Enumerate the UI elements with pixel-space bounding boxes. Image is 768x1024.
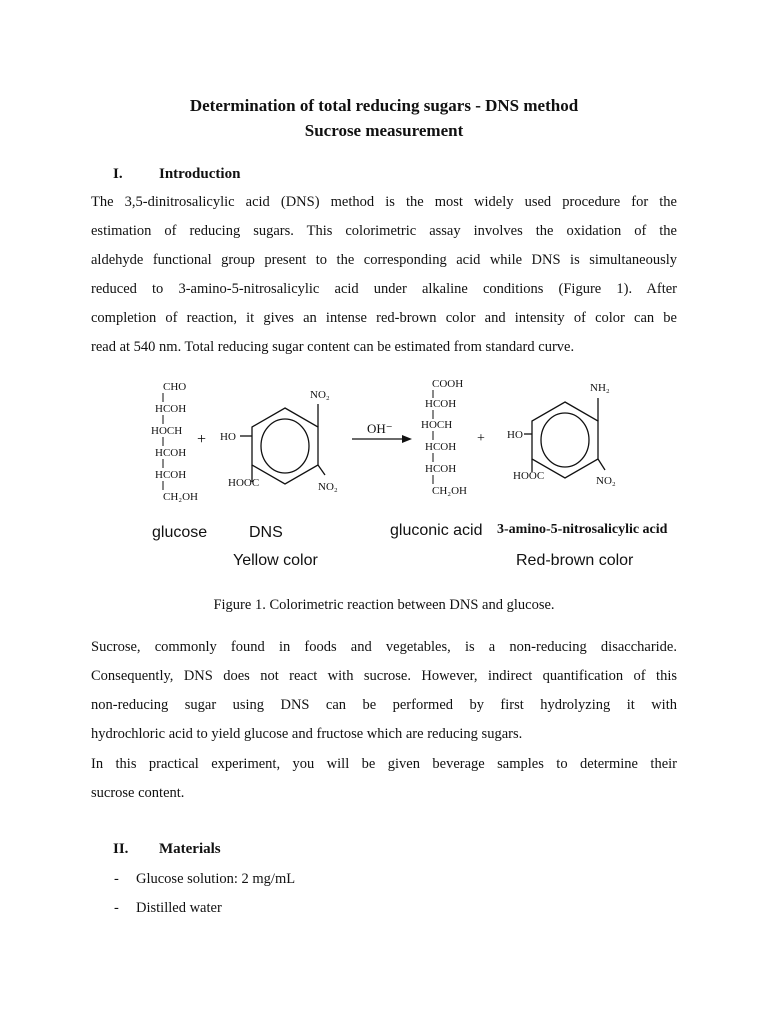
- reaction-arrow: [352, 421, 412, 443]
- text-line: sucrose content.: [91, 785, 185, 801]
- glucose-c1: CHO: [163, 381, 187, 393]
- product-ho: HO: [507, 429, 523, 441]
- glucose-c5: HCOH: [155, 469, 187, 481]
- product-nh2: NH₂: [590, 382, 610, 394]
- glucose-c4: HCOH: [155, 447, 187, 459]
- gluconic-c2: HCOH: [425, 398, 457, 410]
- gluconic-c1: COOH: [432, 378, 464, 390]
- section-title: Introduction: [159, 166, 241, 182]
- practical-paragraph: [91, 750, 677, 808]
- text-line: estimation of reducing sugars. This colorimetric assay involves the oxidation of the: [91, 223, 677, 239]
- text-line: aldehyde functional group present to the corresponding acid while DNS is simultaneously: [91, 252, 677, 268]
- glucose-structure: [151, 381, 198, 503]
- label-glucose: glucose: [152, 524, 208, 541]
- text-line: completion of reaction, it gives an intense red-brown color and intensity of color can be: [91, 310, 677, 326]
- gluconic-c5: HCOH: [425, 463, 457, 475]
- label-yellow-color: Yellow color: [233, 552, 318, 569]
- list-item-text: Distilled water: [136, 900, 222, 916]
- plus-sign-2: +: [477, 431, 485, 446]
- list-dash: -: [114, 871, 119, 887]
- section-number: I.: [113, 166, 123, 182]
- document-title: Determination of total reducing sugars - DNS method: [189, 96, 579, 115]
- plus-sign: +: [197, 431, 207, 448]
- gluconic-c6: CH₂OH: [432, 485, 468, 497]
- dns-ho: HO: [220, 431, 236, 443]
- product-hooc: HOOC: [513, 470, 545, 482]
- product-no2: NO₂: [596, 475, 616, 487]
- section-heading-introduction: [113, 166, 240, 183]
- dns-structure: [240, 404, 325, 484]
- dns-no2-top: NO₂: [310, 389, 330, 401]
- sucrose-paragraph: [91, 633, 677, 749]
- text-line: The 3,5-dinitrosalicylic acid (DNS) method is the most widely used procedure for the: [91, 194, 677, 210]
- dns-hooc: HOOC: [228, 477, 260, 489]
- reaction-figure: [0, 370, 768, 580]
- document-subtitle: Sucrose measurement: [304, 121, 464, 140]
- text-line: hydrochloric acid to yield glucose and fructose which are reducing sugars.: [91, 726, 523, 742]
- text-line: In this practical experiment, you will be given beverage samples to determine their: [91, 756, 677, 772]
- materials-list: [114, 865, 295, 923]
- glucose-c2: HCOH: [155, 403, 187, 415]
- arrow-label: OH⁻: [367, 421, 393, 436]
- gluconic-c3: HOCH: [421, 419, 453, 431]
- dns-no2-bottom: NO₂: [318, 481, 338, 493]
- section-title: Materials: [159, 841, 221, 857]
- list-item-text: Glucose solution: 2 mg/mL: [136, 871, 296, 887]
- text-line: read at 540 nm. Total reducing sugar content can be estimated from standard curve.: [91, 339, 575, 355]
- text-line: Consequently, DNS does not react with sucrose. However, indirect quantification of this: [91, 668, 677, 684]
- text-line: Sucrose, commonly found in foods and vegetables, is a non-reducing disaccharide.: [91, 639, 677, 655]
- product-structure: [524, 398, 605, 478]
- list-item: [114, 865, 295, 894]
- glucose-c6: CH₂OH: [163, 491, 199, 503]
- section-heading-materials: [113, 841, 221, 858]
- text-line: non-reducing sugar using DNS can be performed by first hydrolyzing it with: [91, 697, 677, 713]
- glucose-c3: HOCH: [151, 425, 183, 437]
- section-number: II.: [113, 841, 129, 857]
- text-line: reduced to 3-amino-5-nitrosalicylic acid under alkaline conditions (Figure 1). After: [91, 281, 677, 297]
- list-item: [114, 894, 295, 923]
- gluconic-acid-structure: [421, 378, 467, 497]
- label-dns: DNS: [249, 524, 283, 541]
- list-dash: -: [114, 900, 119, 916]
- gluconic-c4: HCOH: [425, 441, 457, 453]
- label-product: 3-amino-5-nitrosalicylic acid: [497, 522, 668, 537]
- label-red-brown-color: Red-brown color: [516, 552, 634, 569]
- label-gluconic-acid: gluconic acid: [390, 522, 483, 539]
- intro-paragraph: [91, 188, 677, 362]
- figure-caption: Figure 1. Colorimetric reaction between DNS and glucose.: [213, 597, 555, 613]
